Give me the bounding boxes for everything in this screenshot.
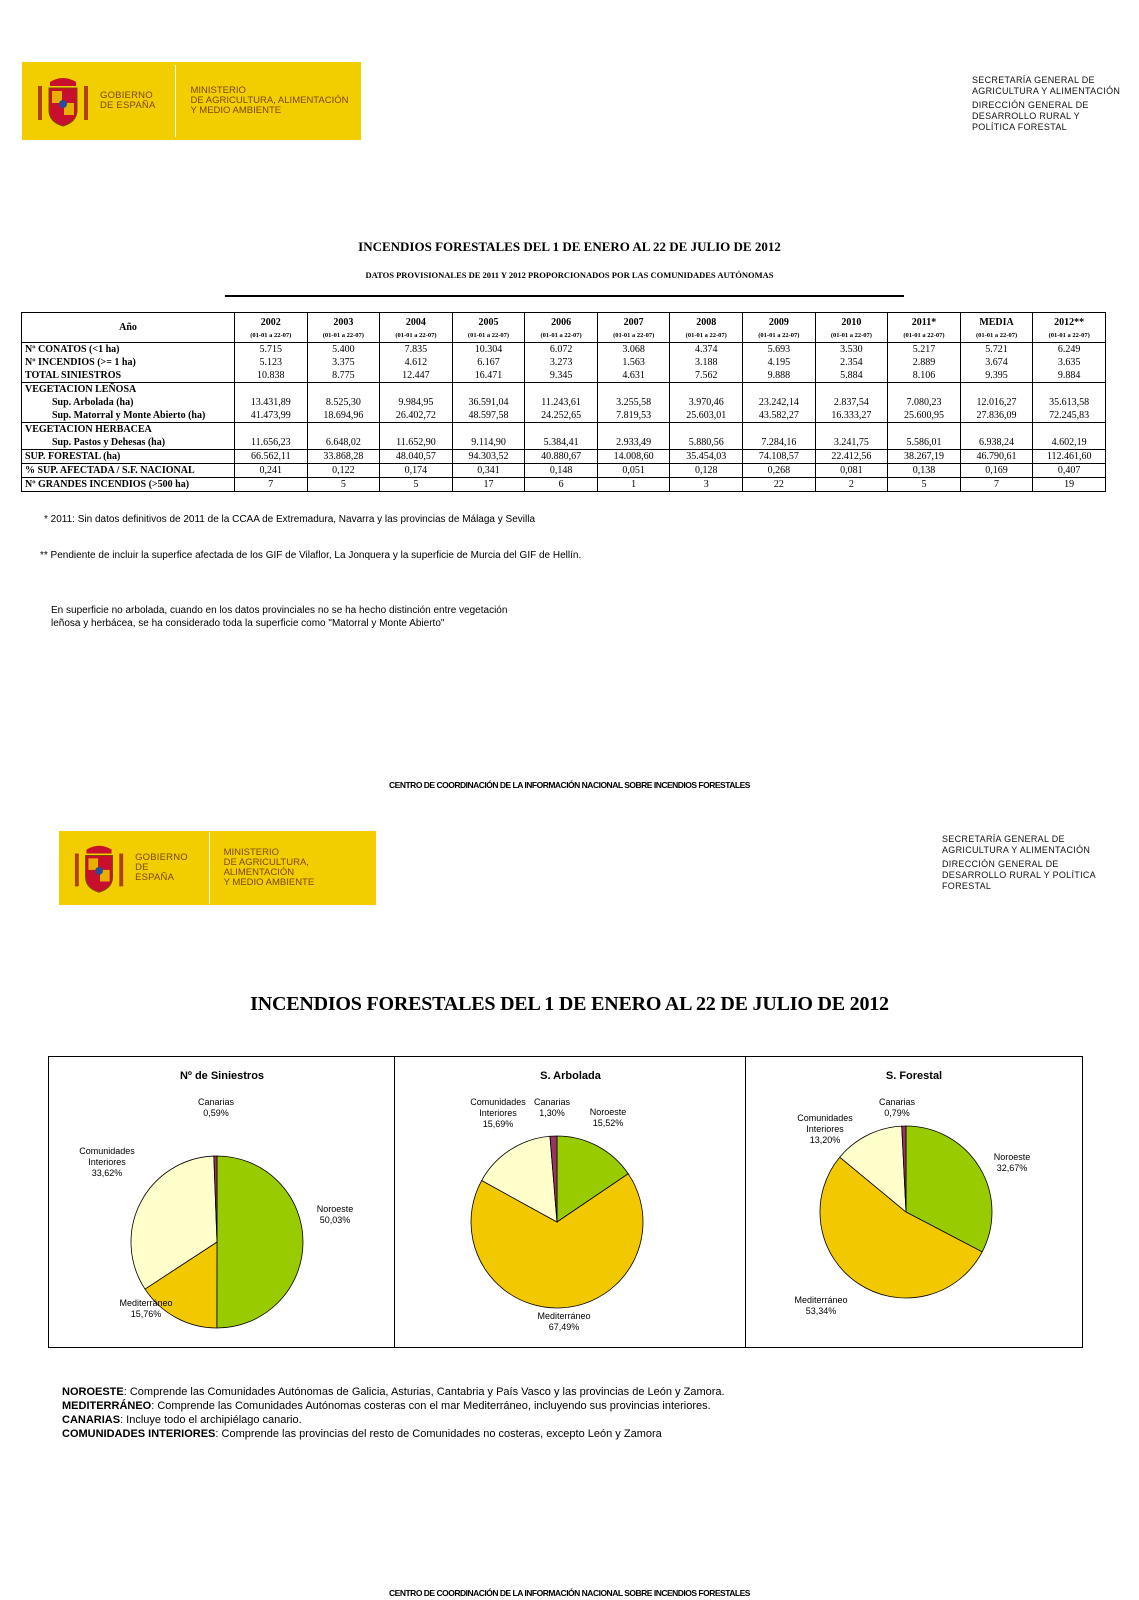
gobierno-line-2: DE ESPAÑA <box>100 100 156 111</box>
table-cell: 4.374 <box>670 343 743 357</box>
table-cell: 48.040,57 <box>380 450 453 464</box>
table-cell: 5 <box>380 478 453 492</box>
table-cell: 0,138 <box>888 464 961 478</box>
table-cell: 6.648,02 <box>307 436 380 450</box>
label-noroeste <box>982 1152 1042 1174</box>
chart-title: S. Forestal <box>885 1070 943 1082</box>
period-header: (01-01 a 22-07) <box>815 329 888 343</box>
chart-siniestros <box>48 1056 395 1348</box>
table-cell: 10.304 <box>452 343 525 357</box>
direccion-2-line-2: DESARROLLO RURAL Y POLÍTICA <box>942 870 1096 880</box>
table-cell: 6.167 <box>452 356 525 369</box>
label-name: Mediterráneo <box>794 1295 848 1305</box>
ministerio-line-3: Y MEDIO AMBIENTE <box>223 877 315 888</box>
table-cell: 112.461,60 <box>1033 450 1106 464</box>
label-mediterraneo <box>529 1311 599 1333</box>
table-cell: 7.562 <box>670 369 743 383</box>
table-row <box>22 396 1106 409</box>
table-cell <box>234 383 307 397</box>
table-cell <box>597 383 670 397</box>
table-cell: 0,081 <box>815 464 888 478</box>
coat-of-arms-icon <box>73 839 125 897</box>
table-cell <box>380 383 453 397</box>
label-canarias <box>872 1097 922 1119</box>
table-corner: Año <box>22 313 235 343</box>
table-cell: 8.775 <box>307 369 380 383</box>
label-name: Mediterráneo <box>537 1311 591 1321</box>
label-value: 15,69% <box>482 1119 514 1129</box>
label-value: 15,76% <box>130 1309 162 1319</box>
label-name: Noroeste <box>993 1152 1031 1162</box>
table-cell: 36.591,04 <box>452 396 525 409</box>
table-cell: 0,148 <box>525 464 598 478</box>
table-cell: 2.889 <box>888 356 961 369</box>
row-label: Nº CONATOS (<1 ha) <box>22 343 235 357</box>
table-cell <box>888 383 961 397</box>
period-header: (01-01 a 22-07) <box>888 329 961 343</box>
table-row <box>22 356 1106 369</box>
table-cell: 13.431,89 <box>234 396 307 409</box>
table-cell: 38.267,19 <box>888 450 961 464</box>
row-label: Nº INCENDIOS (>= 1 ha) <box>22 356 235 369</box>
table-cell: 5.884 <box>815 369 888 383</box>
table-cell: 7 <box>234 478 307 492</box>
table-cell: 4.195 <box>743 356 816 369</box>
table-cell: 7 <box>960 478 1033 492</box>
table-cell <box>1033 383 1106 397</box>
table-cell: 1.563 <box>597 356 670 369</box>
definition-term: CANARIAS <box>62 1414 121 1426</box>
definition-canarias <box>62 1413 725 1427</box>
direccion-2-line-3: FORESTAL <box>942 881 992 891</box>
label-noroeste <box>583 1107 633 1129</box>
table-cell <box>1033 423 1106 437</box>
label-canarias <box>191 1097 241 1119</box>
table-cell: 0,407 <box>1033 464 1106 478</box>
direccion-2-line-1: DIRECCIÓN GENERAL DE <box>942 859 1059 869</box>
chart-forestal <box>745 1056 1083 1348</box>
table-cell: 14.008,60 <box>597 450 670 464</box>
table-cell: 11.243,61 <box>525 396 598 409</box>
table-cell: 0,341 <box>452 464 525 478</box>
table-cell: 3.068 <box>597 343 670 357</box>
table-cell: 8.525,30 <box>307 396 380 409</box>
table-cell: 94.303,52 <box>452 450 525 464</box>
gobierno-line-1: GOBIERNO <box>100 90 153 101</box>
table-cell: 33.868,28 <box>307 450 380 464</box>
table-cell: 3.241,75 <box>815 436 888 450</box>
year-header: 2002 <box>234 313 307 330</box>
label-value: 33,62% <box>91 1168 123 1178</box>
table-row <box>22 409 1106 423</box>
table-cell <box>960 423 1033 437</box>
table-cell: 0,241 <box>234 464 307 478</box>
label-name: Mediterráneo <box>119 1298 173 1308</box>
coat-of-arms-icon <box>36 72 90 130</box>
label-name: Comunidades Interiores <box>79 1146 135 1167</box>
table-cell <box>815 423 888 437</box>
table-cell <box>597 423 670 437</box>
ministerio-line-3: Y MEDIO AMBIENTE <box>190 105 282 116</box>
table-cell: 1 <box>597 478 670 492</box>
table-cell: 2.837,54 <box>815 396 888 409</box>
table-cell: 16.333,27 <box>815 409 888 423</box>
label-name: Comunidades Interiores <box>797 1113 853 1134</box>
period-header: (01-01 a 22-07) <box>597 329 670 343</box>
label-interiores <box>465 1097 531 1130</box>
year-header: 2011* <box>888 313 961 330</box>
definition-term: MEDITERRÁNEO <box>62 1400 152 1412</box>
ministerio-line-1: MINISTERIO <box>223 847 279 858</box>
year-header: 2007 <box>597 313 670 330</box>
direccion-1-line-2: DESARROLLO RURAL Y <box>972 111 1080 121</box>
table-cell: 3 <box>670 478 743 492</box>
direccion-1-line-3: POLÍTICA FORESTAL <box>972 122 1067 132</box>
note-superficie <box>51 604 507 630</box>
table-cell: 4.602,19 <box>1033 436 1106 450</box>
gobierno-line-1: GOBIERNO <box>135 852 188 863</box>
period-header: (01-01 a 22-07) <box>670 329 743 343</box>
label-canarias <box>529 1097 575 1119</box>
table-cell: 0,128 <box>670 464 743 478</box>
table-cell: 3.674 <box>960 356 1033 369</box>
year-header: MEDIA <box>960 313 1033 330</box>
table-cell: 0,122 <box>307 464 380 478</box>
year-header: 2004 <box>380 313 453 330</box>
fire-statistics-table <box>21 312 1106 492</box>
table-cell <box>525 423 598 437</box>
table-cell: 9.884 <box>1033 369 1106 383</box>
table-row <box>22 343 1106 357</box>
table-cell <box>307 423 380 437</box>
label-name: Noroeste <box>589 1107 627 1117</box>
table-cell: 12.447 <box>380 369 453 383</box>
year-header: 2003 <box>307 313 380 330</box>
table-cell <box>452 423 525 437</box>
table-cell: 74.108,57 <box>743 450 816 464</box>
table-cell <box>743 423 816 437</box>
table-cell: 6.938,24 <box>960 436 1033 450</box>
label-value: 0,59% <box>203 1108 229 1118</box>
secretaria-1-line-2: AGRICULTURA Y ALIMENTACIÓN <box>972 86 1121 96</box>
table-cell: 5.400 <box>307 343 380 357</box>
region-definitions <box>62 1385 725 1441</box>
page-subtitle: DATOS PROVISIONALES DE 2011 Y 2012 PROPORCIONADOS POR LAS COMUNIDADES AUTÓNOMAS <box>365 270 774 280</box>
table-cell: 19 <box>1033 478 1106 492</box>
table-cell: 0,169 <box>960 464 1033 478</box>
label-name: Comunidades Interiores <box>470 1097 526 1118</box>
ministerio-line-1: MINISTERIO <box>190 85 246 96</box>
label-name: Canarias <box>533 1097 571 1107</box>
definition-mediterraneo <box>62 1399 725 1413</box>
table-cell <box>452 383 525 397</box>
table-cell: 11.656,23 <box>234 436 307 450</box>
table-cell: 7.819,53 <box>597 409 670 423</box>
definition-text: : Comprende las provincias del resto de Comunidades no costeras, excepto León y Zamora <box>215 1428 662 1440</box>
table-cell: 17 <box>452 478 525 492</box>
row-label: VEGETACION HERBACEA <box>22 423 235 437</box>
table-cell: 9.345 <box>525 369 598 383</box>
table-cell <box>888 423 961 437</box>
table-cell: 66.562,11 <box>234 450 307 464</box>
table-cell: 7.835 <box>380 343 453 357</box>
table-cell: 22 <box>743 478 816 492</box>
table-cell: 6 <box>525 478 598 492</box>
footer-page-1: CENTRO DE COORDINACIÓN DE LA INFORMACIÓN NACIONAL SOBRE INCENDIOS FORESTALES <box>389 780 750 790</box>
table-row <box>22 464 1106 478</box>
table-cell: 12.016,27 <box>960 396 1033 409</box>
table-cell: 3.375 <box>307 356 380 369</box>
table-cell: 11.652,90 <box>380 436 453 450</box>
period-header: (01-01 a 22-07) <box>960 329 1033 343</box>
period-header: (01-01 a 22-07) <box>234 329 307 343</box>
chart-title: S. Arbolada <box>540 1070 601 1082</box>
ministry-logo-2 <box>59 831 376 905</box>
table-cell: 5.721 <box>960 343 1033 357</box>
table-cell: 5.693 <box>743 343 816 357</box>
table-cell: 16.471 <box>452 369 525 383</box>
table-row <box>22 450 1106 464</box>
table-cell <box>234 423 307 437</box>
label-noroeste <box>305 1204 365 1226</box>
gobierno-label <box>100 91 155 111</box>
table-cell: 72.245,83 <box>1033 409 1106 423</box>
period-header: (01-01 a 22-07) <box>307 329 380 343</box>
table-cell: 10.838 <box>234 369 307 383</box>
definition-text: : Comprende las Comunidades Autónomas costeras con el mar Mediterráneo, incluyendo sus provincias interiores. <box>151 1400 711 1412</box>
table-cell: 5 <box>307 478 380 492</box>
year-header: 2010 <box>815 313 888 330</box>
table-cell: 48.597,58 <box>452 409 525 423</box>
table-row <box>22 369 1106 383</box>
ministerio-line-2: DE AGRICULTURA, ALIMENTACIÓN <box>190 95 349 106</box>
label-interiores <box>67 1146 147 1179</box>
row-label: TOTAL SINIESTROS <box>22 369 235 383</box>
row-label: Nº GRANDES INCENDIOS (>500 ha) <box>22 478 235 492</box>
table-cell: 5 <box>888 478 961 492</box>
table-cell <box>670 383 743 397</box>
period-header: (01-01 a 22-07) <box>452 329 525 343</box>
chart-title: Nº de Siniestros <box>179 1070 265 1082</box>
row-label: Sup. Matorral y Monte Abierto (ha) <box>22 409 235 423</box>
table-cell: 40.880,67 <box>525 450 598 464</box>
year-header: 2008 <box>670 313 743 330</box>
label-mediterraneo <box>111 1298 181 1320</box>
label-mediterraneo <box>786 1295 856 1317</box>
table-cell: 22.412,56 <box>815 450 888 464</box>
year-header: 2012** <box>1033 313 1106 330</box>
table-cell: 9.114,90 <box>452 436 525 450</box>
table-cell: 27.836,09 <box>960 409 1033 423</box>
table-cell: 23.242,14 <box>743 396 816 409</box>
secretaria-block-2 <box>942 834 1096 895</box>
table-cell: 3.635 <box>1033 356 1106 369</box>
table-cell: 5.880,56 <box>670 436 743 450</box>
definition-text: : Comprende las Comunidades Autónomas de Galicia, Asturias, Cantabria y País Vasco y las provincias de León y Zamora. <box>123 1386 725 1398</box>
label-value: 53,34% <box>805 1306 837 1316</box>
label-value: 15,52% <box>592 1118 624 1128</box>
table-cell: 25.600,95 <box>888 409 961 423</box>
table-cell: 7.080,23 <box>888 396 961 409</box>
secretaria-2-line-2: AGRICULTURA Y ALIMENTACIÓN <box>942 845 1091 855</box>
row-label: % SUP. AFECTADA / S.F. NACIONAL <box>22 464 235 478</box>
secretaria-2-line-1: SECRETARÍA GENERAL DE <box>942 834 1065 844</box>
table-cell <box>960 383 1033 397</box>
label-name: Canarias <box>197 1097 235 1107</box>
table-cell: 24.252,65 <box>525 409 598 423</box>
table-cell: 4.631 <box>597 369 670 383</box>
note-2011: * 2011: Sin datos definitivos de 2011 de la CCAA de Extremadura, Navarra y las provincias de Málaga y Sevilla <box>44 514 536 525</box>
table-cell <box>815 383 888 397</box>
row-label: SUP. FORESTAL (ha) <box>22 450 235 464</box>
table-row <box>22 423 1106 437</box>
table-cell: 3.970,46 <box>670 396 743 409</box>
period-header: (01-01 a 22-07) <box>1033 329 1106 343</box>
table-cell: 3.255,58 <box>597 396 670 409</box>
table-row <box>22 478 1106 492</box>
table-row <box>22 383 1106 397</box>
table-cell: 41.473,99 <box>234 409 307 423</box>
gobierno-label-2 <box>135 853 189 883</box>
chart-arbolada <box>394 1056 746 1348</box>
ministry-logo <box>22 62 361 140</box>
table-cell: 3.530 <box>815 343 888 357</box>
definition-term: COMUNIDADES INTERIORES <box>62 1428 216 1440</box>
table-cell: 25.603,01 <box>670 409 743 423</box>
table-cell: 5.123 <box>234 356 307 369</box>
table-cell <box>670 423 743 437</box>
ministerio-label <box>190 86 348 116</box>
note-superficie-line-2: leñosa y herbácea, se ha considerado toda la superficie como "Matorral y Monte Abierto" <box>51 618 445 629</box>
table-cell: 5.384,41 <box>525 436 598 450</box>
definition-noroeste <box>62 1385 725 1399</box>
label-value: 32,67% <box>996 1163 1028 1173</box>
label-name: Noroeste <box>316 1204 354 1214</box>
table-cell: 5.217 <box>888 343 961 357</box>
table-cell <box>743 383 816 397</box>
year-header: 2005 <box>452 313 525 330</box>
table-cell <box>307 383 380 397</box>
pie-slice-noroeste <box>217 1156 303 1328</box>
table-cell: 8.106 <box>888 369 961 383</box>
period-header: (01-01 a 22-07) <box>380 329 453 343</box>
table-cell: 18.694,96 <box>307 409 380 423</box>
secretaria-1-line-1: SECRETARÍA GENERAL DE <box>972 75 1095 85</box>
table-cell: 43.582,27 <box>743 409 816 423</box>
logo-divider <box>209 832 210 904</box>
ministerio-line-2: DE AGRICULTURA, ALIMENTACIÓN <box>223 857 309 878</box>
secretaria-block-1 <box>972 75 1120 136</box>
title-rule <box>225 295 904 297</box>
definition-term: NOROESTE <box>62 1386 124 1398</box>
table-cell: 46.790,61 <box>960 450 1033 464</box>
note-2012: ** Pendiente de incluir la superfice afectada de los GIF de Vilaflor, La Jonquera y la superficie de Murcia del GIF de Hellín. <box>40 550 582 561</box>
year-header: 2006 <box>525 313 598 330</box>
table-cell: 6.072 <box>525 343 598 357</box>
label-value: 0,79% <box>884 1108 910 1118</box>
table-cell: 0,174 <box>380 464 453 478</box>
table-cell: 7.284,16 <box>743 436 816 450</box>
row-label: Sup. Arbolada (ha) <box>22 396 235 409</box>
page-title: INCENDIOS FORESTALES DEL 1 DE ENERO AL 22 DE JULIO DE 2012 <box>358 239 781 254</box>
definition-text: : Incluye todo el archipiélago canario. <box>120 1414 302 1426</box>
label-value: 50,03% <box>319 1215 351 1225</box>
label-value: 67,49% <box>548 1322 580 1332</box>
table-cell <box>525 383 598 397</box>
table-cell: 0,268 <box>743 464 816 478</box>
ministerio-label-2 <box>224 848 376 888</box>
table-cell: 4.612 <box>380 356 453 369</box>
gobierno-line-2: DE ESPAÑA <box>135 862 175 883</box>
footer-page-2: CENTRO DE COORDINACIÓN DE LA INFORMACIÓN NACIONAL SOBRE INCENDIOS FORESTALES <box>389 1588 750 1598</box>
period-header: (01-01 a 22-07) <box>743 329 816 343</box>
period-header: (01-01 a 22-07) <box>525 329 598 343</box>
year-header: 2009 <box>743 313 816 330</box>
table-cell: 9.888 <box>743 369 816 383</box>
table-cell: 35.613,58 <box>1033 396 1106 409</box>
direccion-1-line-1: DIRECCIÓN GENERAL DE <box>972 100 1089 110</box>
table-cell: 2.933,49 <box>597 436 670 450</box>
label-interiores <box>792 1113 858 1146</box>
row-label: Sup. Pastos y Dehesas (ha) <box>22 436 235 450</box>
table-cell: 5.586,01 <box>888 436 961 450</box>
table-cell: 26.402,72 <box>380 409 453 423</box>
table-cell: 35.454,03 <box>670 450 743 464</box>
definition-interiores <box>62 1427 725 1441</box>
table-cell: 2 <box>815 478 888 492</box>
table-cell: 2.354 <box>815 356 888 369</box>
table-cell <box>380 423 453 437</box>
label-name: Canarias <box>878 1097 916 1107</box>
note-superficie-line-1: En superficie no arbolada, cuando en los datos provinciales no se ha hecho distinción entre vegetación <box>51 605 508 616</box>
table-cell: 9.395 <box>960 369 1033 383</box>
table-cell: 0,051 <box>597 464 670 478</box>
label-value: 13,20% <box>809 1135 841 1145</box>
label-value: 1,30% <box>539 1108 565 1118</box>
logo-divider <box>175 65 176 137</box>
table-cell: 9.984,95 <box>380 396 453 409</box>
row-label: VEGETACION LEÑOSA <box>22 383 235 397</box>
table-cell: 3.188 <box>670 356 743 369</box>
table-cell: 6.249 <box>1033 343 1106 357</box>
table-cell: 5.715 <box>234 343 307 357</box>
table-cell: 3.273 <box>525 356 598 369</box>
table-row <box>22 436 1106 450</box>
page-2-title: INCENDIOS FORESTALES DEL 1 DE ENERO AL 22 DE JULIO DE 2012 <box>250 993 889 1015</box>
